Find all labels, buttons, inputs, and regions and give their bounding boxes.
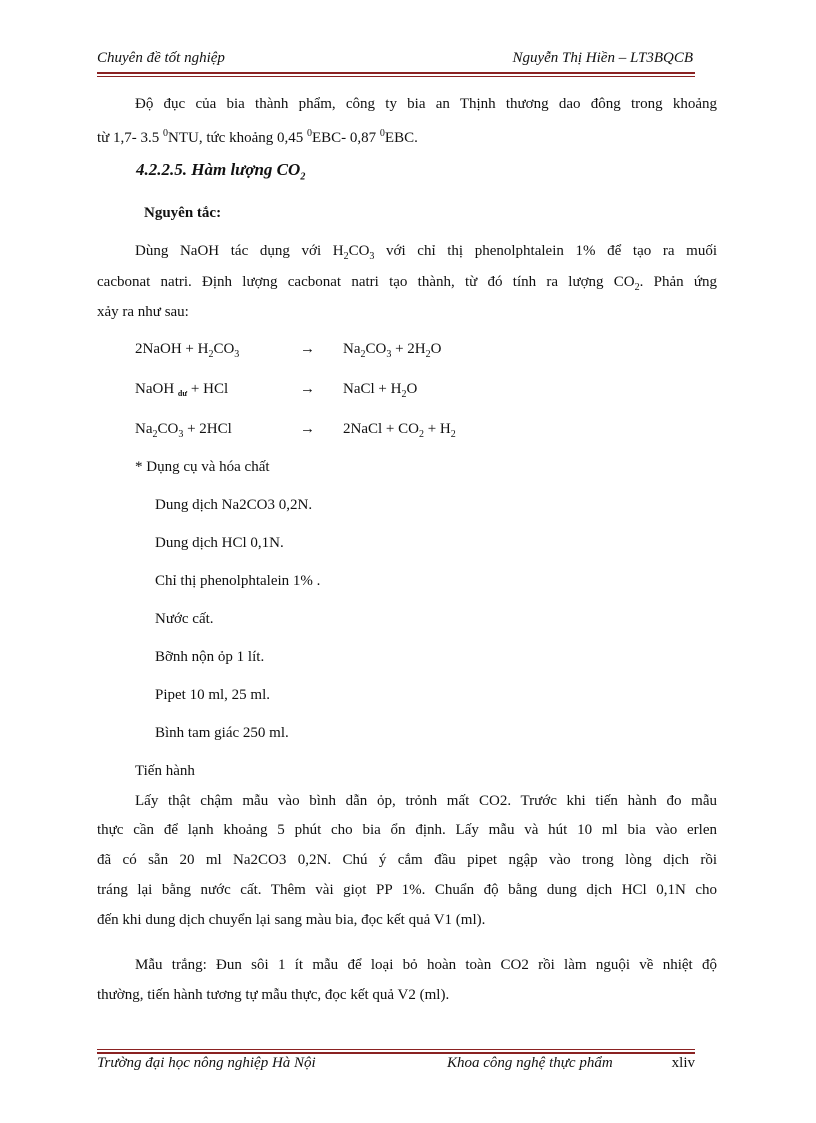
footer-left: Trường đại học nông nghiệp Hà Nội <box>97 1055 316 1071</box>
principle-label: Nguyên tắc: <box>144 205 222 221</box>
footer-rule <box>97 1052 695 1054</box>
footer-rule-thin <box>97 1049 695 1050</box>
list-item: Bình tam giác 250 ml. <box>155 725 289 741</box>
list-item: Nước cất. <box>155 611 214 627</box>
header-left: Chuyên đề tốt nghiệp <box>97 50 225 66</box>
list-item: Dung dịch HCl 0,1N. <box>155 535 284 551</box>
procedure-label: Tiến hành <box>135 763 195 779</box>
document-page: Chuyên đề tốt nghiệp Nguyễn Thị Hiền – LT3BQCB Độ đục của bia thành phẩm, công ty bia an Thịnh thương dao đông trong khoảng từ 1,7- 3.5 $^0$NTU, tức khoảng 0,45 $^0$EBC- 0,87 $^0$EBC. 4.2.2.5. Hàm lượng $CO_2$ Nguyên tắc: Dùng NaOH tác dụng với $H_2CO_3$ với chỉ thị phenolphtalein 1% để tạo ra muối cacbonat natri. Định lượng cacbonat natri tạo thành, từ đó tính ra lượng $CO_2$. Phản ứng xảy ra như sau: 2NaOH + $H_2CO_3$ → $Na_2CO_3 + 2H_2O$ NaOH $_{dư}$ + HCl → NaCl + $H_2O$ $Na_2CO_3 + 2HCl$ → 2NaCl + $CO_2 + H_2$ * Dụng cụ và hóa chất Dung dịch Na2CO3 0,2N. Dung dịch HCl 0,1N. Chỉ thị phenolphtalein 1% . Nước cất. Bỡnh nộn ỏp 1 lít. Pipet 10 ml, 25 ml. Bình tam giác 250 ml. Tiến hành Lấy thật chậm mẫu vào bình dẫn ỏp, trỏnh mất CO2. Trước khi tiến hành đo mẫu thực cần để lạnh khoảng 5 phút cho bia ổn định. Lấy mẫu và hút 10 ml bia vào erlen đã có sẵn 20 ml Na2CO3 0,2N. Chú ý cắm đầu pipet ngập vào trong lòng dịch rồi tráng lại bằng nước cất. Thêm vài giọt PP 1%. Chuẩn độ bằng dung dịch HCl 0,1N cho đến khi dung dịch chuyển lại sang màu bia, đọc kết quả V1 (ml). Mẫu trắng: Đun sôi 1 ít mẫu để loại bỏ hoàn toàn CO2 rồi làm nguội về nhiệt độ thường, tiến hành tương tự mẫu thực, đọc kết quả V2 (ml). Trường đại học nông nghiệp Hà Nội Khoa công nghệ thực phẩm xliv <box>0 0 816 1123</box>
paragraph-procedure-line4: tráng lại bằng nước cất. Thêm vài giọt PP 1%. Chuẩn độ bằng dung dịch HCl 0,1N cho <box>97 882 717 898</box>
paragraph-principle-line1: Dùng NaOH tác dụng với $H_2CO_3$ với chỉ thị phenolphtalein 1% để tạo ra muối <box>135 243 717 262</box>
page-footer <box>97 1055 695 1077</box>
arrow-icon: → <box>300 341 315 357</box>
paragraph-procedure-line2: thực cần để lạnh khoảng 5 phút cho bia ổn định. Lấy mẫu và hút 10 ml bia vào erlen <box>97 822 717 838</box>
page-header <box>97 50 693 72</box>
paragraph-procedure-line5: đến khi dung dịch chuyển lại sang màu bia, đọc kết quả V1 (ml). <box>97 912 486 928</box>
section-title: 4.2.2.5. Hàm lượng $CO_2$ <box>136 160 306 183</box>
paragraph-principle-line2: cacbonat natri. Định lượng cacbonat natri tạo thành, từ đó tính ra lượng $CO_2$. Phản ứng <box>97 274 717 293</box>
paragraph-turbidity-line1: Độ đục của bia thành phẩm, công ty bia an Thịnh thương dao đông trong khoảng <box>135 96 717 112</box>
paragraph-turbidity-line2: từ 1,7- 3.5 $^0$NTU, tức khoảng 0,45 $^0$EBC- 0,87 $^0$EBC. <box>97 128 418 146</box>
paragraph-principle-line3: xảy ra như sau: <box>97 304 189 320</box>
paragraph-blank-line1: Mẫu trắng: Đun sôi 1 ít mẫu để loại bỏ hoàn toàn CO2 rồi làm nguội về nhiệt độ <box>135 957 717 973</box>
list-item: Chỉ thị phenolphtalein 1% . <box>155 573 321 589</box>
header-right: Nguyễn Thị Hiền – LT3BQCB <box>512 50 693 66</box>
arrow-icon: → <box>300 421 315 437</box>
paragraph-procedure-line3: đã có sẵn 20 ml Na2CO3 0,2N. Chú ý cắm đầu pipet ngập vào trong lòng dịch rồi <box>97 852 717 868</box>
list-item: Dung dịch Na2CO3 0,2N. <box>155 497 313 513</box>
paragraph-blank-line2: thường, tiến hành tương tự mẫu thực, đọc kết quả V2 (ml). <box>97 987 450 1003</box>
arrow-icon: → <box>300 381 315 397</box>
list-item: Pipet 10 ml, 25 ml. <box>155 687 271 703</box>
list-item: Bỡnh nộn ỏp 1 lít. <box>155 649 265 665</box>
paragraph-procedure-line1: Lấy thật chậm mẫu vào bình dẫn ỏp, trỏnh mất CO2. Trước khi tiến hành đo mẫu <box>135 793 717 809</box>
footer-middle: Khoa công nghệ thực phẩm <box>447 1055 613 1071</box>
page-number: xliv <box>671 1055 695 1071</box>
tools-label: * Dụng cụ và hóa chất <box>135 459 270 475</box>
header-rule <box>97 72 695 74</box>
header-rule-thin <box>97 76 695 77</box>
